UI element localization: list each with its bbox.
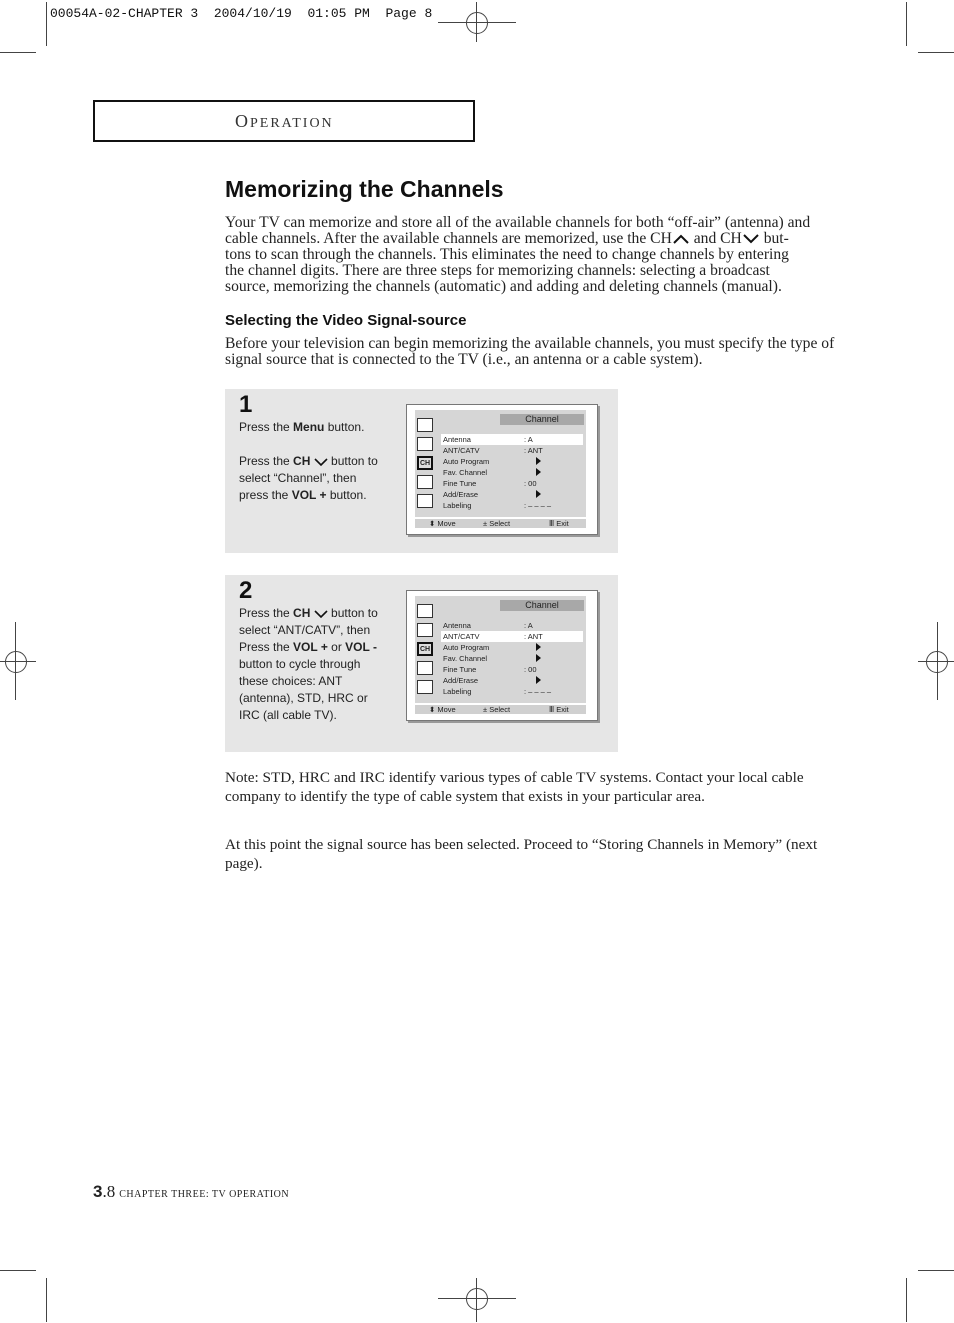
- osd-row-label: Labeling: [443, 501, 472, 510]
- osd-title: Channel: [500, 600, 584, 611]
- right-arrow-icon: [536, 457, 541, 465]
- step-text: Press the: [239, 606, 294, 620]
- crop-mark: [438, 22, 516, 23]
- crop-mark: [46, 1278, 47, 1322]
- step-2-panel: [225, 575, 618, 752]
- osd-row-ant-catv: [441, 445, 583, 456]
- vol-button-label: VOL +: [291, 488, 327, 502]
- ch-button-label: CH: [293, 454, 311, 468]
- osd-row-add-erase: [441, 675, 583, 686]
- osd-move-hint: ⬍ Move: [429, 705, 456, 714]
- step-text: or: [327, 640, 346, 654]
- section-header-box: [93, 100, 475, 142]
- crop-mark: [438, 1298, 516, 1299]
- osd-footer: [415, 705, 586, 714]
- menu-button-label: Menu: [293, 420, 325, 434]
- crop-mark: [0, 661, 36, 662]
- print-slug: 00054A-02-CHAPTER 3 2004/10/19 01:05 PM Page 8: [50, 6, 433, 21]
- step-1-panel: [225, 389, 618, 553]
- osd-row-value: [524, 467, 541, 478]
- osd-row-fav-channel: [441, 467, 583, 478]
- subheading: Selecting the Video Signal-source: [225, 312, 467, 329]
- osd-icon-column: [415, 601, 435, 699]
- registration-mark-icon: [466, 12, 488, 34]
- osd-select-hint: ± Select: [483, 705, 511, 714]
- registration-mark-icon: [466, 1288, 488, 1310]
- chevron-up-icon: [672, 233, 690, 245]
- section-label-initial: O: [235, 111, 250, 131]
- osd-row-label: ANT/CATV: [443, 632, 480, 641]
- step-text: button.: [326, 488, 367, 502]
- osd-row-ant-catv: [441, 631, 583, 642]
- intro-line: the channel digits. There are three steps for memorizing channels: selecting a broadcast: [225, 262, 770, 279]
- osd-row-label: Labeling: [443, 687, 472, 696]
- right-arrow-icon: [536, 643, 541, 651]
- osd-menu-screenshot: [406, 590, 598, 721]
- osd-row-value: : ANT: [524, 632, 543, 641]
- osd-row-antenna: [441, 434, 583, 445]
- osd-row-labeling: [441, 500, 583, 511]
- osd-row-label: Antenna: [443, 435, 471, 444]
- osd-row-fav-channel: [441, 653, 583, 664]
- osd-row-value: : 00: [524, 665, 537, 674]
- osd-row-label: Fav. Channel: [443, 654, 488, 663]
- intro-line: tons to scan through the channels. This eliminates the need to change channels by entering: [225, 246, 789, 263]
- osd-row-value: : – – – –: [524, 687, 552, 696]
- vol-plus-button-label: VOL +: [293, 640, 328, 654]
- osd-row-auto-program: [441, 456, 583, 467]
- right-arrow-icon: [536, 490, 541, 498]
- osd-panel: [415, 410, 586, 517]
- osd-row-value: [524, 653, 541, 664]
- intro-text: but-: [759, 230, 789, 247]
- osd-row-value: : ANT: [524, 446, 543, 455]
- crop-mark: [0, 52, 36, 53]
- chevron-down-icon: [314, 457, 328, 467]
- osd-row-value: [524, 456, 541, 467]
- osd-row-value: : A: [524, 621, 533, 630]
- osd-row-label: Fine Tune: [443, 479, 477, 488]
- crop-mark: [46, 2, 47, 46]
- osd-exit-hint: Ⅲ Exit: [549, 705, 569, 714]
- note-paragraph: Note: STD, HRC and IRC identify various types of cable TV systems. Contact your local cable company to identify the type of cable system that exists in your particular area.: [225, 769, 804, 805]
- crop-mark: [476, 1278, 477, 1322]
- osd-row-label: Fine Tune: [443, 665, 477, 674]
- step-text: Press the: [239, 454, 294, 468]
- intro-text: and CH: [689, 230, 742, 247]
- intro-line: [225, 231, 857, 247]
- step-number: 1: [239, 391, 253, 418]
- osd-row-label: Antenna: [443, 621, 471, 630]
- step-text: Press the: [239, 420, 294, 434]
- chevron-down-icon: [742, 233, 760, 245]
- osd-row-auto-program: [441, 642, 583, 653]
- input-icon: [417, 494, 433, 508]
- right-arrow-icon: [536, 468, 541, 476]
- osd-panel: [415, 596, 586, 703]
- osd-menu-list: [441, 620, 583, 697]
- registration-mark-icon: [5, 651, 27, 673]
- ch-button-label: CH: [293, 606, 311, 620]
- input-icon: [417, 680, 433, 694]
- osd-icon-column: [415, 415, 435, 513]
- osd-footer: [415, 519, 586, 528]
- chapter-number: 3: [93, 1182, 103, 1201]
- osd-menu-list: [441, 434, 583, 511]
- osd-row-value: : – – – –: [524, 501, 552, 510]
- osd-select-hint: ± Select: [483, 519, 511, 528]
- osd-row-value: : A: [524, 435, 533, 444]
- osd-row-label: Add/Erase: [443, 676, 479, 685]
- channel-icon: CH: [417, 642, 433, 656]
- picture-icon: [417, 604, 433, 618]
- page-title: Memorizing the Channels: [225, 176, 504, 202]
- chevron-down-icon: [314, 609, 328, 619]
- vol-minus-button-label: VOL -: [345, 640, 377, 654]
- osd-row-fine-tune: [441, 478, 583, 489]
- osd-row-label: Fav. Channel: [443, 468, 488, 477]
- osd-title: Channel: [500, 414, 584, 425]
- crop-mark: [918, 52, 954, 53]
- step-text: button to select “Channel”, then press the: [239, 454, 378, 502]
- crop-mark: [918, 1270, 954, 1271]
- subsection-paragraph: Before your television can begin memorizing the available channels, you must specify the type of signal source that is connected to the TV (i.e., an antenna or a cable system).: [225, 335, 835, 368]
- section-label-rest: PERATION: [250, 116, 334, 131]
- osd-row-label: ANT/CATV: [443, 446, 480, 455]
- page-footer: [93, 1182, 289, 1202]
- step-instructions: [239, 605, 389, 724]
- osd-row-add-erase: [441, 489, 583, 500]
- crop-mark: [906, 2, 907, 46]
- crop-mark: [918, 661, 954, 662]
- crop-mark: [906, 1278, 907, 1322]
- osd-row-value: : 00: [524, 479, 537, 488]
- osd-menu-screenshot: [406, 404, 598, 535]
- setup-icon: [417, 475, 433, 489]
- right-arrow-icon: [536, 654, 541, 662]
- section-label: [235, 111, 334, 132]
- step-text: button to select “ANT/CATV”, then Press the: [239, 606, 378, 654]
- osd-row-label: Auto Program: [443, 643, 490, 652]
- step-text: button to cycle through these choices: ANT (antenna), STD, HRC or IRC (all cable TV).: [239, 657, 368, 722]
- intro-line: source, memorizing the channels (automatic) and adding and deleting channels (manual).: [225, 278, 782, 295]
- page-number: .8: [102, 1182, 116, 1201]
- osd-row-value: [524, 489, 541, 500]
- step-number: 2: [239, 577, 253, 604]
- step-instructions: [239, 419, 389, 504]
- intro-line: Your TV can memorize and store all of the available channels for both “off-air” (antenna) and: [225, 214, 811, 231]
- crop-mark: [0, 1270, 36, 1271]
- osd-row-label: Auto Program: [443, 457, 490, 466]
- osd-row-labeling: [441, 686, 583, 697]
- running-footer: CHAPTER THREE: TV OPERATION: [119, 1189, 290, 1200]
- closing-paragraph: At this point the signal source has been selected. Proceed to “Storing Channels in Memory” (next page).: [225, 836, 818, 872]
- osd-row-fine-tune: [441, 664, 583, 675]
- sound-icon: [417, 623, 433, 637]
- osd-row-value: [524, 642, 541, 653]
- setup-icon: [417, 661, 433, 675]
- picture-icon: [417, 418, 433, 432]
- step-text: button.: [324, 420, 365, 434]
- intro-paragraph: [225, 215, 857, 295]
- osd-row-antenna: [441, 620, 583, 631]
- osd-move-hint: ⬍ Move: [429, 519, 456, 528]
- sound-icon: [417, 437, 433, 451]
- osd-exit-hint: Ⅲ Exit: [549, 519, 569, 528]
- osd-row-value: [524, 675, 541, 686]
- channel-icon: CH: [417, 456, 433, 470]
- intro-text: cable channels. After the available channels are memorized, use the CH: [225, 230, 672, 247]
- osd-row-label: Add/Erase: [443, 490, 479, 499]
- right-arrow-icon: [536, 676, 541, 684]
